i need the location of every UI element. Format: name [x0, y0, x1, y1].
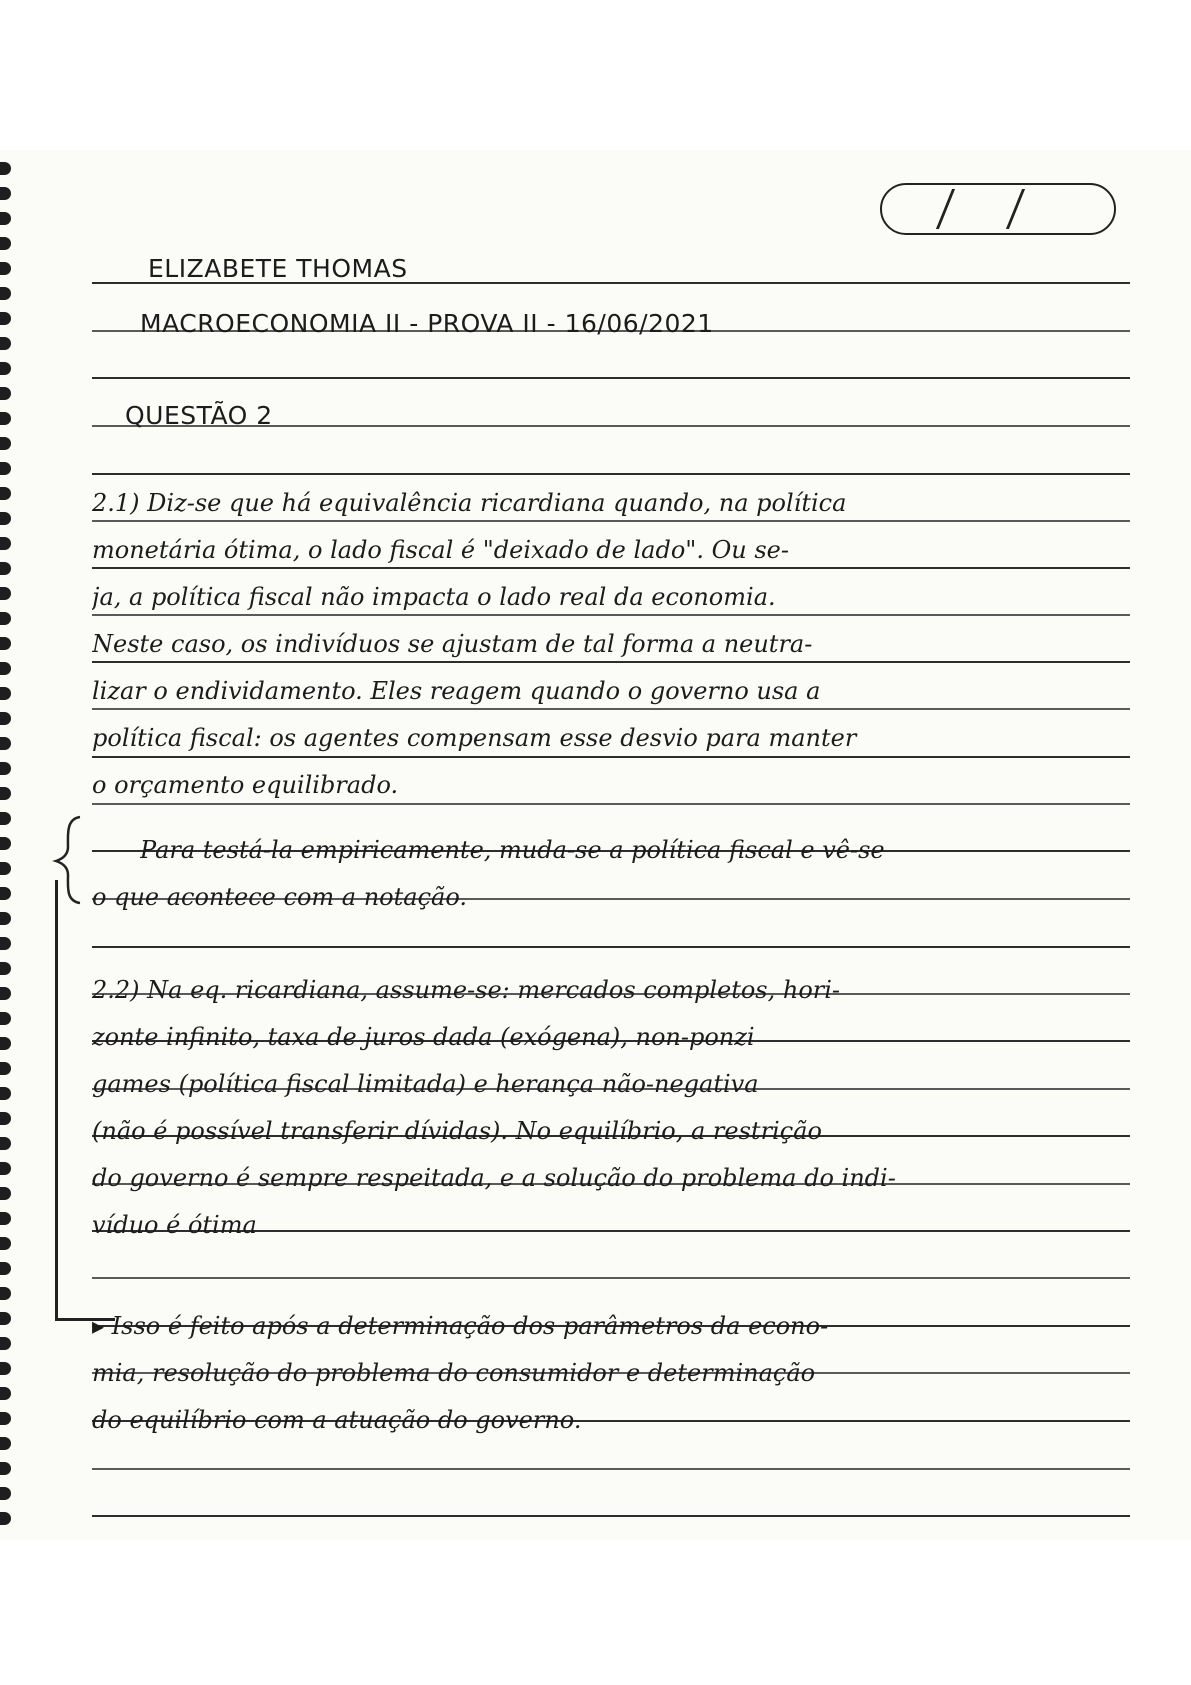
answer-line: 2.1) Diz-se que há equivalência ricardiana quando, na política: [92, 489, 847, 517]
spiral-ring: [0, 1337, 11, 1350]
answer-line: ja, a política fiscal não impacta o lado real da economia.: [92, 583, 776, 611]
ruled-line: [92, 946, 1130, 948]
answer-line: lizar o endividamento. Eles reagem quando o governo usa a: [92, 677, 821, 705]
course-title: MACROECONOMIA II - PROVA II - 16/06/2021: [140, 309, 714, 338]
note-line: do equilíbrio com a atuação do governo.: [92, 1406, 582, 1434]
spiral-ring: [0, 987, 11, 1000]
date-slash: [1006, 189, 1025, 229]
note-line: Para testá-la empiricamente, muda-se a política fiscal e vê-se: [140, 836, 885, 864]
spiral-ring: [0, 537, 11, 550]
spiral-ring: [0, 287, 11, 300]
spiral-ring: [0, 937, 11, 950]
spiral-ring: [0, 787, 11, 800]
spiral-ring: [0, 562, 11, 575]
spiral-ring: [0, 1137, 11, 1150]
date-slash: [936, 189, 955, 229]
spiral-ring: [0, 237, 11, 250]
ruled-line: [92, 1277, 1130, 1279]
spiral-ring: [0, 162, 11, 175]
spiral-ring: [0, 1112, 11, 1125]
spiral-ring: [0, 512, 11, 525]
spiral-ring: [0, 612, 11, 625]
answer-2-2: [92, 967, 1132, 1249]
spiral-ring: [0, 1287, 11, 1300]
spiral-ring: [0, 862, 11, 875]
note-line: ▸ Isso é feito após a determinação dos parâmetros da econo-: [92, 1312, 829, 1340]
spiral-ring: [0, 337, 11, 350]
spiral-ring: [0, 312, 11, 325]
spiral-ring: [0, 187, 11, 200]
spiral-ring: [0, 1037, 11, 1050]
note-line: o que acontece com a notação.: [92, 883, 467, 911]
spiral-ring: [0, 1262, 11, 1275]
spiral-ring: [0, 487, 11, 500]
answer-line: política fiscal: os agentes compensam esse desvio para manter: [92, 724, 857, 752]
spiral-binding: [0, 162, 14, 1522]
spiral-ring: [0, 587, 11, 600]
ruled-line: [92, 377, 1130, 379]
spiral-ring: [0, 412, 11, 425]
answer-2-1: [92, 480, 1132, 809]
spiral-ring: [0, 912, 11, 925]
spiral-ring: [0, 1162, 11, 1175]
spiral-ring: [0, 812, 11, 825]
spiral-ring: [0, 462, 11, 475]
spiral-ring: [0, 712, 11, 725]
answer-line: 2.2) Na eq. ricardiana, assume-se: mercados completos, hori-: [92, 976, 841, 1004]
bracket-line: [55, 880, 58, 1320]
spiral-ring: [0, 762, 11, 775]
answer-line: do governo é sempre respeitada, e a solução do problema do indi-: [92, 1164, 896, 1192]
spiral-ring: [0, 1412, 11, 1425]
empirical-note: [140, 827, 1130, 874]
answer-line: monetária ótima, o lado fiscal é "deixado de lado". Ou se-: [92, 536, 789, 564]
answer-line: (não é possível transferir dívidas). No equilíbrio, a restrição: [92, 1117, 822, 1145]
spiral-ring: [0, 1087, 11, 1100]
date-box: [880, 183, 1116, 235]
spiral-ring: [0, 1312, 11, 1325]
spiral-ring: [0, 1237, 11, 1250]
final-note: [92, 1303, 1132, 1444]
spiral-ring: [0, 737, 11, 750]
answer-line: o orçamento equilibrado.: [92, 771, 399, 799]
spiral-ring: [0, 1462, 11, 1475]
spiral-ring: [0, 1387, 11, 1400]
spiral-ring: [0, 262, 11, 275]
spiral-ring: [0, 437, 11, 450]
spiral-ring: [0, 1062, 11, 1075]
spiral-ring: [0, 1362, 11, 1375]
spiral-ring: [0, 687, 11, 700]
ruled-line: [92, 1468, 1130, 1470]
spiral-ring: [0, 837, 11, 850]
spiral-ring: [0, 1212, 11, 1225]
spiral-ring: [0, 1012, 11, 1025]
question-title: QUESTÃO 2: [125, 401, 273, 430]
empirical-note-continued: [92, 874, 1132, 921]
answer-line: zonte infinito, taxa de juros dada (exógena), non-ponzi: [92, 1023, 755, 1051]
spiral-ring: [0, 1187, 11, 1200]
answer-line: Neste caso, os indivíduos se ajustam de tal forma a neutra-: [92, 630, 813, 658]
answer-line: games (política fiscal limitada) e herança não-negativa: [92, 1070, 759, 1098]
spiral-ring: [0, 637, 11, 650]
spiral-ring: [0, 362, 11, 375]
note-line: mia, resolução do problema do consumidor e determinação: [92, 1359, 816, 1387]
spiral-ring: [0, 387, 11, 400]
spiral-ring: [0, 1487, 11, 1500]
answer-line: víduo é ótima: [92, 1211, 257, 1239]
ruled-line: [92, 473, 1130, 475]
spiral-ring: [0, 662, 11, 675]
spiral-ring: [0, 962, 11, 975]
student-name: ELIZABETE THOMAS: [148, 254, 408, 283]
spiral-ring: [0, 212, 11, 225]
spiral-ring: [0, 1437, 11, 1450]
spiral-ring: [0, 887, 11, 900]
ruled-line: [92, 1515, 1130, 1517]
